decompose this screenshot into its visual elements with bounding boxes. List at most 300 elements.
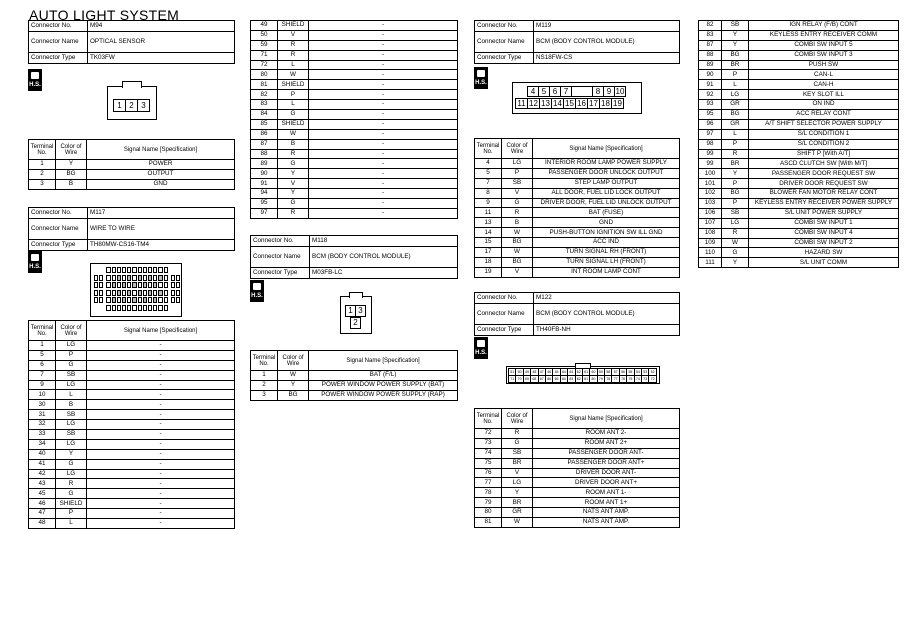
signal-name-cell: POWER [87, 160, 235, 170]
table-row [251, 50, 458, 60]
terminal-no-cell: 59 [251, 40, 278, 50]
terminal-table-m117 [28, 320, 235, 529]
pin-cell [153, 275, 157, 281]
signal-name-cell: - [87, 390, 235, 400]
table-row [699, 258, 899, 268]
header-signal: Signal Name [Specification] [309, 351, 458, 371]
wire-color-cell: BG [502, 238, 533, 248]
wire-color-cell: LG [56, 420, 87, 430]
table-row [699, 218, 899, 228]
wire-color-cell: LG [722, 218, 749, 228]
pin-48: 48 [530, 368, 538, 376]
pin-cell [117, 282, 121, 288]
connector-type-value: M03FB-LC [310, 268, 458, 279]
terminal-table-m118 [250, 350, 458, 401]
pin-cell [138, 275, 142, 281]
header-signal: Signal Name [Specification] [87, 140, 235, 160]
wire-color-cell: LG [56, 469, 87, 479]
pin-cell [143, 267, 147, 273]
signal-name-cell: - [309, 60, 458, 70]
pin-cell [143, 290, 147, 296]
pin-cell [153, 282, 157, 288]
pin-cell [112, 267, 116, 273]
terminal-no-cell: 110 [699, 248, 722, 258]
wire-color-cell: P [722, 179, 749, 189]
label-connector-name: Connector Name [475, 304, 534, 325]
wire-color-cell: G [722, 248, 749, 258]
table-row [475, 248, 680, 258]
header-signal: Signal Name [Specification] [533, 409, 680, 429]
pin-cell [106, 305, 110, 311]
signal-name-cell: - [87, 469, 235, 479]
table-row [251, 40, 458, 50]
table-row [475, 438, 680, 448]
terminal-no-cell: 103 [699, 199, 722, 209]
signal-name-cell: - [87, 479, 235, 489]
header-color: Color of Wire [502, 139, 533, 159]
wire-color-cell: BG [722, 50, 749, 60]
pin-cell [117, 275, 121, 281]
pin-7: 7 [560, 86, 572, 97]
signal-name-cell: COMBI SW INPUT 2 [749, 238, 899, 248]
signal-name-cell: DRIVER DOOR ANT- [533, 468, 680, 478]
pin-cell [106, 282, 110, 288]
pin-72: 72 [648, 375, 656, 383]
connector-name-value: BCM (BODY CONTROL MODULE) [534, 304, 680, 325]
table-row [475, 198, 680, 208]
label-connector-no: Connector No. [251, 236, 310, 247]
table-row [251, 90, 458, 100]
pin-82: 82 [575, 375, 583, 383]
pin-49: 49 [523, 368, 531, 376]
signal-name-cell: NATS ANT AMP. [533, 508, 680, 518]
terminal-no-cell: 45 [29, 489, 56, 499]
pin-51: 51 [508, 368, 516, 376]
table-row [699, 21, 899, 31]
label-connector-no: Connector No. [475, 293, 534, 304]
wire-color-cell: L [278, 100, 309, 110]
signal-name-cell: SHIFT P [With A/T] [749, 149, 899, 159]
terminal-no-cell: 89 [251, 159, 278, 169]
pin-78: 78 [604, 375, 612, 383]
signal-name-cell: KEYLESS ENTRY RECEIVER COMM [749, 30, 899, 40]
pin-cell [112, 275, 116, 281]
signal-name-cell: - [87, 410, 235, 420]
pin-52: 52 [648, 368, 656, 376]
pin-cell [127, 290, 131, 296]
signal-name-cell: BAT (F/L) [309, 371, 458, 381]
table-row [475, 508, 680, 518]
signal-name-cell: ALL DOOR, FUEL LID LOCK OUTPUT [533, 188, 680, 198]
signal-name-cell: - [309, 119, 458, 129]
pin-3: 3 [355, 305, 366, 317]
signal-name-cell: ASCD CLUTCH SW [With M/T] [749, 159, 899, 169]
signal-name-cell: PASSENGER DOOR UNLOCK OUTPUT [533, 168, 680, 178]
pin-55: 55 [626, 368, 634, 376]
wire-color-cell: SHIELD [278, 21, 309, 31]
pin-83: 83 [567, 375, 575, 383]
table-row [699, 50, 899, 60]
pin-13: 13 [539, 98, 552, 109]
signal-name-cell: - [309, 208, 458, 218]
signal-name-cell: - [87, 341, 235, 351]
signal-name-cell: ROOM ANT 1- [533, 488, 680, 498]
wire-color-cell: LG [56, 380, 87, 390]
pin-53: 53 [641, 368, 649, 376]
signal-name-cell: - [87, 489, 235, 499]
signal-name-cell: KEYLESS ENTRY RECEIVER POWER SUPPLY [749, 199, 899, 209]
signal-name-cell: - [309, 80, 458, 90]
wire-color-cell: LG [56, 341, 87, 351]
table-row [475, 257, 680, 267]
pin-71: 71 [508, 375, 516, 383]
table-row [29, 350, 235, 360]
pin-blank [571, 86, 593, 97]
wire-color-cell: G [56, 489, 87, 499]
terminal-no-cell: 6 [29, 360, 56, 370]
wire-color-cell: BR [722, 159, 749, 169]
terminal-table-m119 [474, 138, 680, 278]
connector-no-value: M119 [534, 21, 680, 32]
table-row [475, 488, 680, 498]
terminal-no-cell: 72 [251, 60, 278, 70]
table-row [251, 139, 458, 149]
pin-cell [148, 305, 152, 311]
wire-color-cell: Y [502, 488, 533, 498]
pin-cell [132, 282, 136, 288]
signal-name-cell: NATS ANT AMP. [533, 518, 680, 528]
terminal-no-cell: 40 [29, 449, 56, 459]
table-row [699, 238, 899, 248]
pin-cell [94, 275, 98, 281]
connector-name-value: OPTICAL SENSOR [88, 32, 235, 53]
table-row [251, 30, 458, 40]
table-row [29, 479, 235, 489]
signal-name-cell: PASSENGER DOOR REQUEST SW [749, 169, 899, 179]
table-row [699, 80, 899, 90]
wire-color-cell: G [56, 360, 87, 370]
signal-name-cell: - [309, 169, 458, 179]
table-row [475, 178, 680, 188]
signal-name-cell: - [87, 370, 235, 380]
terminal-table-m94 [28, 139, 235, 190]
pin-1: 1 [113, 99, 126, 112]
label-connector-no: Connector No. [29, 208, 88, 219]
wire-color-cell: P [722, 199, 749, 209]
signal-name-cell: - [309, 159, 458, 169]
connector-no-value: M118 [310, 236, 458, 247]
signal-name-cell: ACC RELAY CONT [749, 110, 899, 120]
table-row [29, 449, 235, 459]
table-row [699, 208, 899, 218]
table-row [699, 110, 899, 120]
signal-name-cell: S/L CONDITION 2 [749, 139, 899, 149]
label-connector-type: Connector Type [251, 268, 310, 279]
signal-name-cell: ROOM ANT 2- [533, 429, 680, 439]
signal-name-cell: HAZARD SW [749, 248, 899, 258]
terminal-no-cell: 90 [251, 169, 278, 179]
table-row [29, 380, 235, 390]
table-row [699, 189, 899, 199]
signal-name-cell: - [309, 129, 458, 139]
connector-face-m118 [340, 296, 372, 334]
signal-name-cell: - [87, 400, 235, 410]
header-color: Color of Wire [56, 321, 87, 341]
signal-name-cell: - [87, 449, 235, 459]
pin-cell [117, 267, 121, 273]
table-row [29, 469, 235, 479]
pin-cell [132, 305, 136, 311]
table-row [29, 439, 235, 449]
terminal-no-cell: 91 [699, 80, 722, 90]
terminal-no-cell: 1 [29, 341, 56, 351]
pin-cell [132, 290, 136, 296]
header-signal: Signal Name [Specification] [533, 139, 680, 159]
table-row [475, 429, 680, 439]
pin-10: 10 [615, 87, 625, 96]
terminal-no-cell: 94 [251, 189, 278, 199]
terminal-table-m122-cont [698, 20, 899, 268]
signal-name-cell: - [87, 509, 235, 519]
terminal-no-cell: 111 [699, 258, 722, 268]
signal-name-cell: POWER WINDOW POWER SUPPLY (RAP) [309, 390, 458, 400]
terminal-no-cell: 84 [251, 110, 278, 120]
terminal-no-cell: 97 [699, 129, 722, 139]
terminal-no-cell: 88 [699, 50, 722, 60]
table-row [475, 238, 680, 248]
table-row [699, 100, 899, 110]
table-row [699, 30, 899, 40]
wire-color-cell: P [722, 139, 749, 149]
signal-name-cell: PASSENGER DOOR ANT- [533, 448, 680, 458]
table-row [699, 129, 899, 139]
pin-61: 61 [582, 368, 590, 376]
header-color: Color of Wire [502, 409, 533, 429]
wire-color-cell: W [278, 70, 309, 80]
pin-17: 17 [587, 98, 600, 109]
pin-65: 65 [552, 375, 560, 383]
pin-cell [138, 290, 142, 296]
terminal-no-cell: 80 [251, 70, 278, 80]
pin-19: 19 [611, 98, 624, 109]
table-row [251, 110, 458, 120]
terminal-no-cell: 101 [699, 179, 722, 189]
pin-79: 79 [597, 375, 605, 383]
terminal-no-cell: 77 [475, 478, 502, 488]
signal-name-cell: COMBI SW INPUT 1 [749, 218, 899, 228]
pin-70: 70 [515, 375, 523, 383]
pin-12: 12 [527, 98, 540, 109]
signal-name-cell: POWER WINDOW POWER SUPPLY (BAT) [309, 380, 458, 390]
pin-cell [106, 267, 110, 273]
pin-11: 11 [515, 98, 528, 109]
hs-connector-icon: H.S. [250, 280, 264, 302]
terminal-no-cell: 18 [475, 257, 502, 267]
table-row [699, 139, 899, 149]
pin-62: 62 [575, 368, 583, 376]
terminal-no-cell: 4 [475, 159, 502, 169]
signal-name-cell: S/L UNIT POWER SUPPLY [749, 208, 899, 218]
wire-color-cell: P [56, 350, 87, 360]
table-row [29, 179, 235, 189]
table-row [699, 228, 899, 238]
wire-color-cell: Y [278, 189, 309, 199]
table-row [475, 188, 680, 198]
table-row [29, 360, 235, 370]
terminal-no-cell: 86 [251, 129, 278, 139]
label-connector-type: Connector Type [29, 53, 88, 64]
signal-name-cell: - [309, 21, 458, 31]
terminal-no-cell: 9 [29, 380, 56, 390]
pin-54: 54 [634, 368, 642, 376]
table-row [699, 60, 899, 70]
pin-57: 57 [611, 368, 619, 376]
pin-8: 8 [592, 86, 604, 97]
table-row [251, 119, 458, 129]
label-connector-name: Connector Name [475, 32, 534, 53]
wire-color-cell: W [278, 371, 309, 381]
terminal-no-cell: 7 [475, 178, 502, 188]
pin-68: 68 [530, 375, 538, 383]
connector-info-m122 [474, 292, 680, 336]
pin-81: 81 [582, 375, 590, 383]
terminal-no-cell: 98 [699, 139, 722, 149]
signal-name-cell: A/T SHIFT SELECTOR POWER SUPPLY [749, 119, 899, 129]
terminal-no-cell: 42 [29, 469, 56, 479]
table-row [475, 448, 680, 458]
wire-color-cell: R [502, 429, 533, 439]
terminal-no-cell: 48 [29, 519, 56, 529]
pin-cell [117, 290, 121, 296]
pin-cell [94, 297, 98, 303]
label-connector-name: Connector Name [29, 219, 88, 240]
wire-color-cell: Y [56, 449, 87, 459]
terminal-no-cell: 79 [475, 498, 502, 508]
signal-name-cell: INT ROOM LAMP CONT [533, 267, 680, 277]
terminal-no-cell: 8 [475, 188, 502, 198]
pin-67: 67 [538, 375, 546, 383]
table-row [29, 420, 235, 430]
wire-color-cell: BR [502, 498, 533, 508]
table-row [29, 430, 235, 440]
signal-name-cell: DRIVER DOOR, FUEL LID UNLOCK OUTPUT [533, 198, 680, 208]
connector-name-value: WIRE TO WIRE [88, 219, 235, 240]
terminal-no-cell: 99 [699, 149, 722, 159]
pin-cell [138, 267, 142, 273]
signal-name-cell: - [87, 439, 235, 449]
wire-color-cell: L [278, 60, 309, 70]
terminal-no-cell: 10 [29, 390, 56, 400]
pin-58: 58 [604, 368, 612, 376]
signal-name-cell: - [87, 380, 235, 390]
wire-color-cell: V [278, 179, 309, 189]
terminal-no-cell: 34 [29, 439, 56, 449]
terminal-no-cell: 1 [29, 160, 56, 170]
table-row [699, 70, 899, 80]
wire-color-cell: BG [56, 169, 87, 179]
wire-color-cell: L [56, 390, 87, 400]
wire-color-cell: R [502, 208, 533, 218]
pin-64: 64 [560, 368, 568, 376]
pin-cell [112, 290, 116, 296]
connector-type-value: TH40FB-NH [534, 325, 680, 336]
terminal-no-cell: 81 [475, 518, 502, 528]
table-row [29, 169, 235, 179]
terminal-no-cell: 87 [251, 139, 278, 149]
terminal-no-cell: 85 [251, 119, 278, 129]
wire-color-cell: R [278, 208, 309, 218]
signal-name-cell: - [87, 420, 235, 430]
pin-cell [117, 305, 121, 311]
signal-name-cell: STEP LAMP OUTPUT [533, 178, 680, 188]
label-connector-no: Connector No. [475, 21, 534, 32]
wire-color-cell: SB [722, 208, 749, 218]
signal-name-cell: - [309, 30, 458, 40]
wire-color-cell: V [502, 188, 533, 198]
pin-50: 50 [515, 368, 523, 376]
page-title: AUTO LIGHT SYSTEM [29, 7, 180, 23]
pin-45: 45 [552, 368, 560, 376]
label-connector-type: Connector Type [475, 53, 534, 64]
wire-color-cell: P [502, 168, 533, 178]
wire-color-cell: G [56, 459, 87, 469]
terminal-no-cell: 3 [251, 390, 278, 400]
pin-cell [158, 275, 162, 281]
terminal-no-cell: 81 [251, 80, 278, 90]
table-row [475, 208, 680, 218]
wire-color-cell: L [722, 129, 749, 139]
pin-cell [122, 305, 126, 311]
terminal-no-cell: 7 [29, 370, 56, 380]
table-row [699, 40, 899, 50]
terminal-no-cell: 89 [699, 60, 722, 70]
table-row [699, 149, 899, 159]
terminal-no-cell: 74 [475, 448, 502, 458]
terminal-no-cell: 93 [699, 100, 722, 110]
table-row [29, 370, 235, 380]
pin-cell [164, 290, 168, 296]
wire-color-cell: BG [278, 390, 309, 400]
terminal-no-cell: 106 [699, 208, 722, 218]
wire-color-cell: G [278, 110, 309, 120]
wire-color-cell: P [278, 90, 309, 100]
connector-face-m122 [506, 366, 660, 384]
table-row [699, 169, 899, 179]
pin-56: 56 [619, 368, 627, 376]
header-terminal: Terminal No. [29, 140, 56, 160]
wire-color-cell: V [502, 468, 533, 478]
table-row [251, 100, 458, 110]
signal-name-cell: - [87, 499, 235, 509]
wire-color-cell: LG [502, 159, 533, 169]
table-row [29, 410, 235, 420]
pin-cell [153, 290, 157, 296]
connector-info-m118 [250, 235, 458, 279]
table-row [251, 380, 458, 390]
wire-color-cell: G [278, 159, 309, 169]
pin-cell [176, 297, 180, 303]
label-connector-type: Connector Type [475, 325, 534, 336]
terminal-no-cell: 91 [251, 179, 278, 189]
wire-color-cell: R [56, 479, 87, 489]
pin-cell [138, 305, 142, 311]
table-row [475, 498, 680, 508]
table-row [699, 90, 899, 100]
pin-cell [148, 290, 152, 296]
connector-type-value: TK03FW [88, 53, 235, 64]
terminal-no-cell: 82 [699, 21, 722, 31]
table-row [29, 400, 235, 410]
